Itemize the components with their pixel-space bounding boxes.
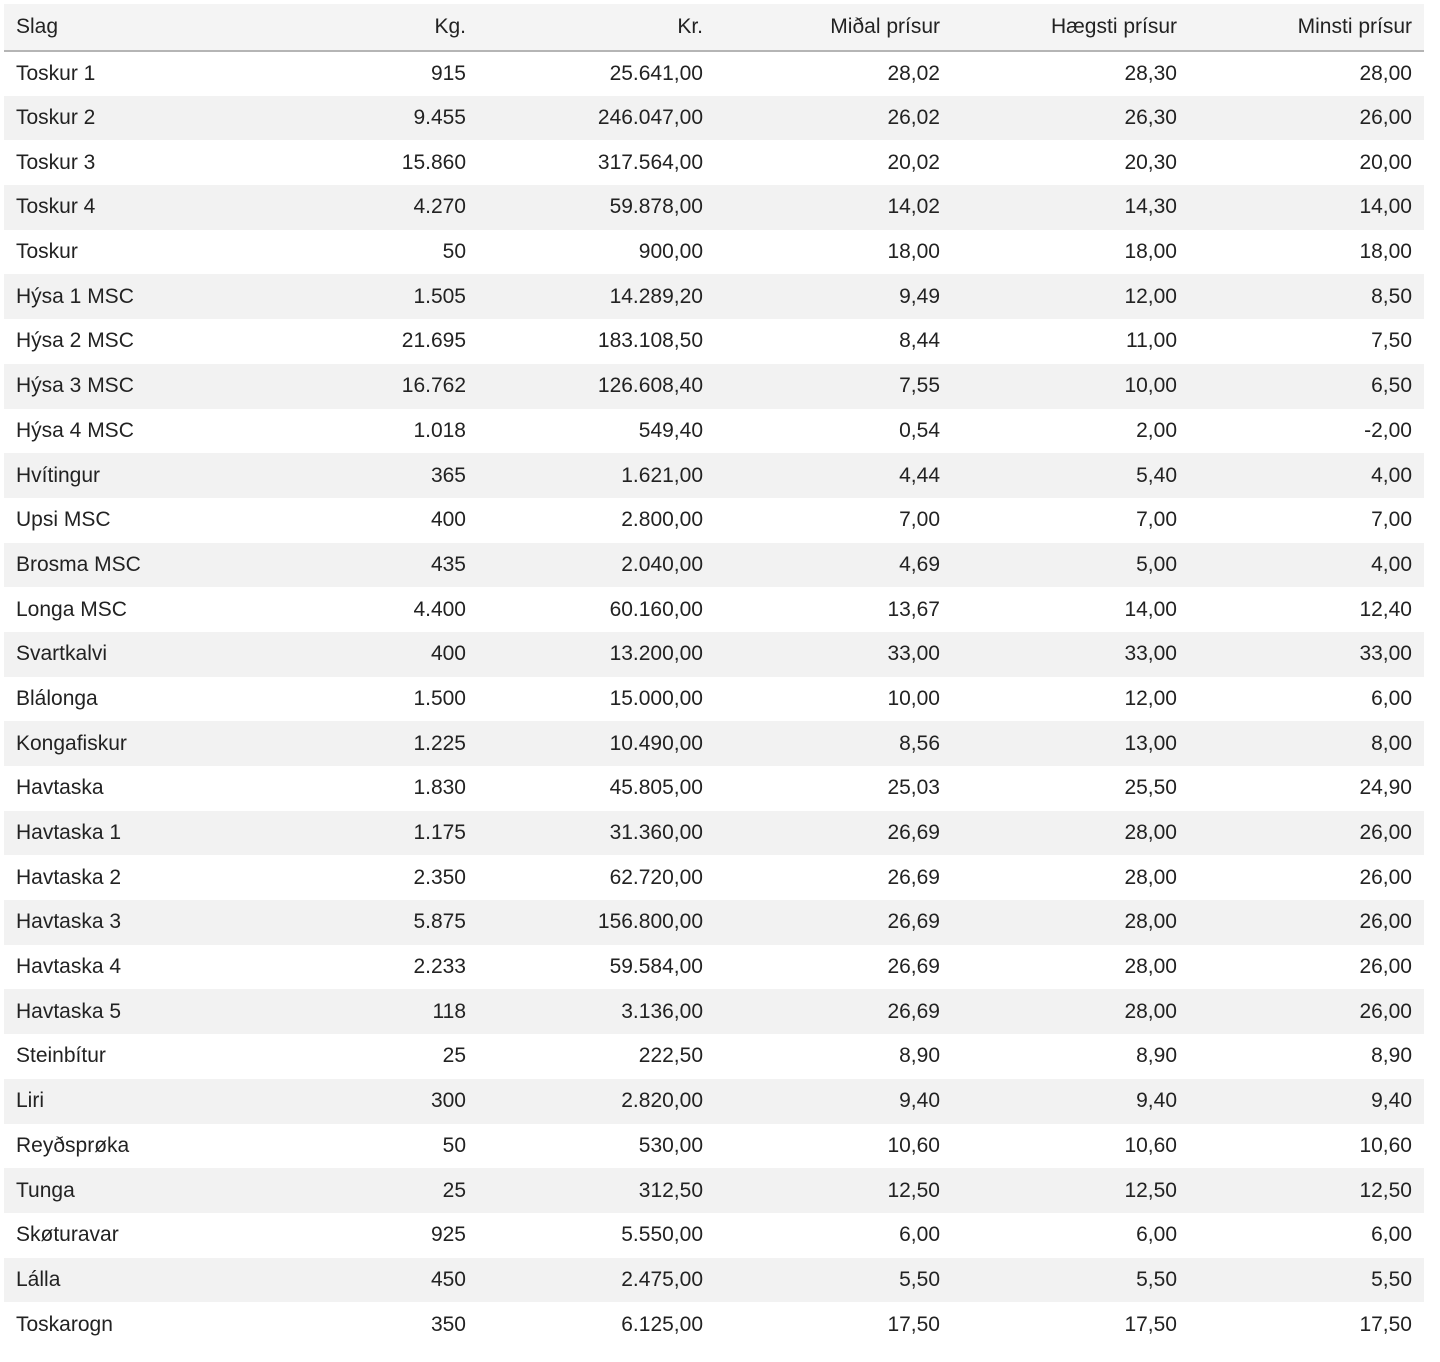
cell-min-price: 33,00	[1359, 642, 1412, 666]
cell-avg-price: 10,60	[887, 1133, 940, 1157]
cell-amount-kr: 6.125,00	[621, 1312, 703, 1336]
cell-weight-kg: 15.860	[401, 150, 466, 174]
cell-avg-price: 26,69	[887, 955, 940, 979]
cell-avg-price: 9,40	[899, 1089, 940, 1113]
cell-max-price: 10,00	[1124, 374, 1177, 398]
cell-species: Havtaska 4	[16, 955, 122, 979]
cell-max-price: 28,00	[1124, 865, 1177, 889]
cell-species: Toskur	[16, 240, 78, 264]
cell-avg-price: 25,03	[887, 776, 940, 800]
table-row	[4, 1079, 1424, 1124]
cell-species: Toskur 1	[16, 61, 96, 85]
cell-amount-kr: 5.550,00	[621, 1223, 703, 1247]
table-row	[4, 587, 1424, 632]
cell-species: Hýsa 4 MSC	[16, 418, 134, 442]
cell-weight-kg: 16.762	[401, 374, 466, 398]
cell-min-price: 26,00	[1359, 821, 1412, 845]
cell-weight-kg: 925	[430, 1223, 466, 1247]
cell-amount-kr: 25.641,00	[609, 61, 703, 85]
cell-min-price: 7,00	[1371, 508, 1412, 532]
cell-min-price: 6,00	[1371, 1223, 1412, 1247]
table-row	[4, 811, 1424, 856]
table-row	[4, 230, 1424, 275]
cell-max-price: 14,30	[1124, 195, 1177, 219]
cell-species: Svartkalvi	[16, 642, 108, 666]
column-header-max-price: Hægsti prísur	[952, 4, 1189, 51]
cell-min-price: 6,50	[1371, 374, 1412, 398]
cell-max-price: 8,90	[1136, 1044, 1177, 1068]
cell-weight-kg: 365	[430, 463, 466, 487]
cell-avg-price: 26,02	[887, 106, 940, 130]
cell-avg-price: 5,50	[899, 1267, 940, 1291]
cell-min-price: 8,90	[1371, 1044, 1412, 1068]
table-row	[4, 140, 1424, 185]
table-row	[4, 274, 1424, 319]
cell-weight-kg: 400	[430, 508, 466, 532]
table-row	[4, 1124, 1424, 1169]
cell-weight-kg: 25	[442, 1044, 466, 1068]
cell-amount-kr: 60.160,00	[609, 597, 703, 621]
cell-min-price: 26,00	[1359, 999, 1412, 1023]
cell-weight-kg: 915	[430, 61, 466, 85]
cell-amount-kr: 222,50	[638, 1044, 703, 1068]
cell-amount-kr: 126.608,40	[597, 374, 703, 398]
cell-weight-kg: 1.505	[413, 284, 466, 308]
table-row	[4, 721, 1424, 766]
cell-avg-price: 7,55	[899, 374, 940, 398]
cell-max-price: 28,00	[1124, 910, 1177, 934]
cell-weight-kg: 4.400	[413, 597, 466, 621]
cell-species: Havtaska 3	[16, 910, 122, 934]
cell-species: Blálonga	[16, 686, 98, 710]
cell-min-price: 17,50	[1359, 1312, 1412, 1336]
cell-min-price: 5,50	[1371, 1267, 1412, 1291]
table-row	[4, 543, 1424, 588]
cell-min-price: 9,40	[1371, 1089, 1412, 1113]
cell-min-price: 7,50	[1371, 329, 1412, 353]
cell-avg-price: 4,69	[899, 552, 940, 576]
cell-amount-kr: 183.108,50	[597, 329, 703, 353]
cell-avg-price: 13,67	[887, 597, 940, 621]
table-row	[4, 1213, 1424, 1258]
cell-max-price: 2,00	[1136, 418, 1177, 442]
cell-min-price: 12,50	[1359, 1178, 1412, 1202]
cell-species: Hvítingur	[16, 463, 101, 487]
cell-weight-kg: 300	[430, 1089, 466, 1113]
cell-amount-kr: 312,50	[638, 1178, 703, 1202]
cell-species: Toskur 4	[16, 195, 96, 219]
cell-max-price: 10,60	[1124, 1133, 1177, 1157]
cell-amount-kr: 10.490,00	[609, 731, 703, 755]
table-row	[4, 989, 1424, 1034]
cell-avg-price: 6,00	[899, 1223, 940, 1247]
table-row	[4, 855, 1424, 900]
cell-weight-kg: 1.830	[413, 776, 466, 800]
cell-avg-price: 8,90	[899, 1044, 940, 1068]
cell-species: Hýsa 1 MSC	[16, 284, 134, 308]
cell-species: Havtaska	[16, 776, 104, 800]
cell-avg-price: 26,69	[887, 999, 940, 1023]
table-row	[4, 766, 1424, 811]
cell-weight-kg: 118	[432, 999, 466, 1023]
cell-amount-kr: 549,40	[638, 418, 703, 442]
cell-min-price: 10,60	[1359, 1133, 1412, 1157]
table-row	[4, 453, 1424, 498]
column-header-species: Slag	[4, 4, 242, 51]
cell-amount-kr: 59.584,00	[609, 955, 703, 979]
cell-avg-price: 20,02	[887, 150, 940, 174]
table-body	[4, 51, 1424, 1347]
cell-species: Kongafiskur	[16, 731, 127, 755]
cell-max-price: 28,30	[1124, 61, 1177, 85]
cell-avg-price: 0,54	[899, 418, 940, 442]
table-row	[4, 945, 1424, 990]
cell-min-price: 8,00	[1371, 731, 1412, 755]
cell-weight-kg: 2.233	[413, 955, 466, 979]
cell-amount-kr: 530,00	[638, 1133, 703, 1157]
cell-amount-kr: 15.000,00	[609, 686, 703, 710]
cell-species: Toskur 2	[16, 106, 96, 130]
cell-min-price: 18,00	[1359, 240, 1412, 264]
cell-avg-price: 26,69	[887, 910, 940, 934]
cell-weight-kg: 1.175	[413, 821, 466, 845]
cell-species: Havtaska 2	[16, 865, 122, 889]
cell-weight-kg: 50	[442, 1133, 466, 1157]
cell-species: Toskarogn	[16, 1312, 113, 1336]
cell-amount-kr: 900,00	[638, 240, 703, 264]
price-table-container	[4, 4, 1424, 1347]
table-row	[4, 498, 1424, 543]
cell-avg-price: 26,69	[887, 865, 940, 889]
cell-max-price: 28,00	[1124, 999, 1177, 1023]
cell-amount-kr: 317.564,00	[597, 150, 703, 174]
cell-max-price: 12,00	[1124, 284, 1177, 308]
cell-species: Tunga	[16, 1178, 75, 1202]
column-header-min-price: Minsti prísur	[1189, 4, 1424, 51]
table-row	[4, 900, 1424, 945]
cell-min-price: 4,00	[1371, 552, 1412, 576]
cell-weight-kg: 21.695	[401, 329, 466, 353]
cell-amount-kr: 2.040,00	[621, 552, 703, 576]
cell-min-price: 26,00	[1359, 910, 1412, 934]
cell-species: Upsi MSC	[16, 508, 111, 532]
cell-amount-kr: 2.475,00	[621, 1267, 703, 1291]
cell-weight-kg: 350	[430, 1312, 466, 1336]
cell-avg-price: 18,00	[887, 240, 940, 264]
cell-max-price: 26,30	[1124, 106, 1177, 130]
cell-avg-price: 26,69	[887, 821, 940, 845]
cell-max-price: 17,50	[1124, 1312, 1177, 1336]
cell-species: Hýsa 2 MSC	[16, 329, 134, 353]
cell-avg-price: 12,50	[887, 1178, 940, 1202]
table-row	[4, 51, 1424, 96]
cell-weight-kg: 435	[430, 552, 466, 576]
cell-amount-kr: 2.820,00	[621, 1089, 703, 1113]
cell-max-price: 12,00	[1124, 686, 1177, 710]
cell-max-price: 5,40	[1136, 463, 1177, 487]
cell-max-price: 25,50	[1124, 776, 1177, 800]
cell-weight-kg: 4.270	[413, 195, 466, 219]
cell-weight-kg: 25	[442, 1178, 466, 1202]
cell-max-price: 6,00	[1136, 1223, 1177, 1247]
cell-min-price: 4,00	[1371, 463, 1412, 487]
cell-weight-kg: 400	[430, 642, 466, 666]
cell-amount-kr: 14.289,20	[609, 284, 703, 308]
cell-max-price: 18,00	[1124, 240, 1177, 264]
cell-amount-kr: 1.621,00	[621, 463, 703, 487]
table-row	[4, 185, 1424, 230]
column-header-weight-kg: Kg.	[242, 4, 478, 51]
cell-species: Havtaska 1	[16, 821, 122, 845]
cell-amount-kr: 62.720,00	[609, 865, 703, 889]
cell-min-price: 6,00	[1371, 686, 1412, 710]
cell-species: Reyðsprøka	[16, 1133, 130, 1157]
cell-amount-kr: 45.805,00	[609, 776, 703, 800]
cell-min-price: 26,00	[1359, 955, 1412, 979]
cell-species: Toskur 3	[16, 150, 96, 174]
cell-amount-kr: 59.878,00	[609, 195, 703, 219]
cell-avg-price: 8,44	[899, 329, 940, 353]
cell-amount-kr: 3.136,00	[621, 999, 703, 1023]
cell-weight-kg: 1.500	[413, 686, 466, 710]
cell-avg-price: 17,50	[887, 1312, 940, 1336]
cell-avg-price: 33,00	[887, 642, 940, 666]
cell-species: Havtaska 5	[16, 999, 122, 1023]
column-header-amount-kr: Kr.	[478, 4, 715, 51]
cell-max-price: 20,30	[1124, 150, 1177, 174]
cell-max-price: 33,00	[1124, 642, 1177, 666]
cell-weight-kg: 5.875	[413, 910, 466, 934]
cell-min-price: 20,00	[1359, 150, 1412, 174]
table-row	[4, 1034, 1424, 1079]
table-row	[4, 632, 1424, 677]
cell-max-price: 7,00	[1136, 508, 1177, 532]
cell-weight-kg: 2.350	[413, 865, 466, 889]
cell-avg-price: 7,00	[899, 508, 940, 532]
cell-amount-kr: 2.800,00	[621, 508, 703, 532]
cell-avg-price: 14,02	[887, 195, 940, 219]
table-row	[4, 1168, 1424, 1213]
cell-min-price: 14,00	[1359, 195, 1412, 219]
cell-species: Skøturavar	[16, 1223, 119, 1247]
cell-weight-kg: 1.225	[413, 731, 466, 755]
cell-max-price: 5,50	[1136, 1267, 1177, 1291]
cell-min-price: 8,50	[1371, 284, 1412, 308]
cell-species: Lálla	[16, 1267, 61, 1291]
cell-species: Brosma MSC	[16, 552, 141, 576]
cell-max-price: 13,00	[1124, 731, 1177, 755]
table-row	[4, 96, 1424, 141]
table-header	[4, 4, 1424, 51]
cell-max-price: 14,00	[1124, 597, 1177, 621]
cell-amount-kr: 31.360,00	[609, 821, 703, 845]
cell-avg-price: 10,00	[887, 686, 940, 710]
cell-min-price: 26,00	[1359, 865, 1412, 889]
table-row	[4, 1302, 1424, 1347]
cell-min-price: -2,00	[1364, 418, 1412, 442]
cell-weight-kg: 9.455	[413, 106, 466, 130]
cell-avg-price: 4,44	[899, 463, 940, 487]
cell-avg-price: 28,02	[887, 61, 940, 85]
cell-avg-price: 9,49	[899, 284, 940, 308]
cell-max-price: 28,00	[1124, 955, 1177, 979]
fish-price-table	[4, 4, 1424, 1347]
cell-max-price: 12,50	[1124, 1178, 1177, 1202]
table-row	[4, 319, 1424, 364]
cell-weight-kg: 450	[430, 1267, 466, 1291]
cell-max-price: 28,00	[1124, 821, 1177, 845]
cell-species: Steinbítur	[16, 1044, 106, 1068]
cell-weight-kg: 1.018	[413, 418, 466, 442]
cell-min-price: 12,40	[1359, 597, 1412, 621]
cell-species: Longa MSC	[16, 597, 127, 621]
table-row	[4, 1258, 1424, 1303]
cell-max-price: 9,40	[1136, 1089, 1177, 1113]
column-header-avg-price: Miðal prísur	[715, 4, 952, 51]
cell-min-price: 26,00	[1359, 106, 1412, 130]
cell-max-price: 5,00	[1136, 552, 1177, 576]
header-row	[4, 4, 1424, 51]
cell-weight-kg: 50	[442, 240, 466, 264]
cell-amount-kr: 246.047,00	[597, 106, 703, 130]
table-row	[4, 677, 1424, 722]
cell-amount-kr: 156.800,00	[597, 910, 703, 934]
cell-species: Liri	[16, 1089, 45, 1113]
cell-min-price: 24,90	[1359, 776, 1412, 800]
table-row	[4, 409, 1424, 454]
cell-species: Hýsa 3 MSC	[16, 374, 134, 398]
table-row	[4, 364, 1424, 409]
cell-min-price: 28,00	[1359, 61, 1412, 85]
cell-amount-kr: 13.200,00	[609, 642, 703, 666]
cell-avg-price: 8,56	[899, 731, 940, 755]
cell-max-price: 11,00	[1126, 329, 1177, 353]
